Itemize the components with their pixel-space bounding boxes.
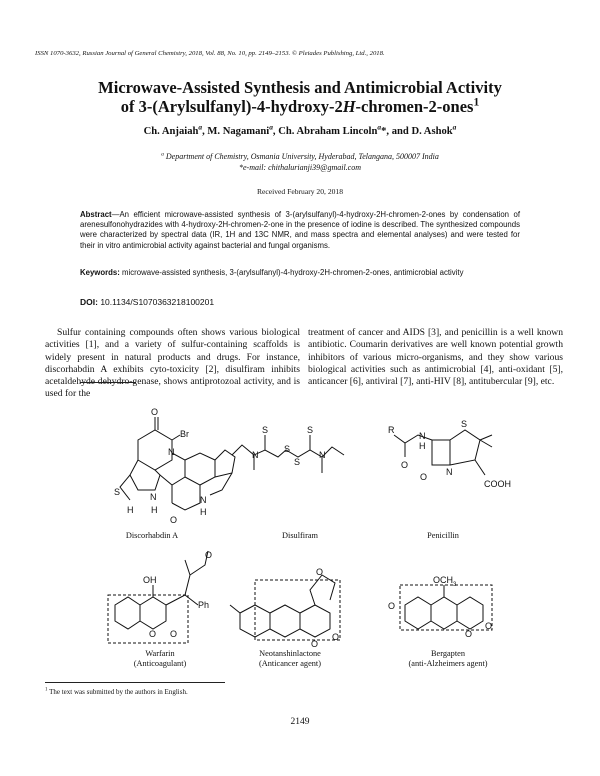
atom-label: H bbox=[127, 505, 134, 515]
atom-label: O bbox=[205, 550, 213, 560]
atom-label: Ph bbox=[198, 600, 210, 610]
body-column-right: treatment of cancer and AIDS [3], and penicillin is a well known antibiotic. Coumarin derivatives are well known potential growth inhibitors of various micro-organisms, and they show various biological activities such as antimicrobial [4], anti-oxidant [5], anticancer [6], antiviral [7], anti-HIV [8], antitubercular [9], etc. bbox=[308, 327, 563, 388]
structure-caption: Neotanshinlactone (Anticancer agent) bbox=[259, 649, 321, 668]
received-date: Received February 20, 2018 bbox=[256, 187, 344, 196]
atom-label: OH bbox=[143, 575, 157, 585]
author: Ch. Abraham Lincoln bbox=[278, 126, 378, 137]
atom-label: S bbox=[461, 419, 468, 429]
atom-label: O bbox=[170, 515, 178, 525]
structure-caption: Disulfiram bbox=[282, 531, 318, 540]
atom-label: OCH bbox=[433, 575, 453, 585]
atom-label: N bbox=[446, 467, 453, 477]
title-line-2: of 3-(Arylsulfanyl)-4-hydroxy-2H-chromen-2-ones$^1$ bbox=[120, 96, 480, 116]
footnote-divider bbox=[45, 682, 225, 683]
atom-label: N bbox=[168, 447, 175, 457]
atom-label: N bbox=[200, 495, 207, 505]
atom-label: R bbox=[388, 425, 395, 435]
disulfiram-structure bbox=[232, 425, 344, 473]
atom-label: O bbox=[149, 629, 157, 639]
discorhabdin-a-structure bbox=[114, 407, 235, 525]
author: D. Ashok bbox=[411, 126, 453, 137]
keywords: Keywords: microwave-assisted synthesis, 3-(arylsulfanyl)-4-hydroxy-2H-chromen-2-ones, antimicrobial activity bbox=[80, 268, 464, 277]
structure-caption: Discorhabdin A bbox=[125, 531, 179, 540]
section-divider bbox=[80, 382, 136, 383]
atom-label: H bbox=[419, 441, 426, 451]
structure-caption: Bergapten (anti-Alzheimers agent) bbox=[408, 649, 488, 668]
atom-label: H bbox=[200, 507, 207, 517]
atom-label: O bbox=[401, 460, 409, 470]
atom-label: COOH bbox=[484, 479, 511, 489]
author-list: Ch. Anjaiah$^a$, M. Nagamani$^a$, Ch. Abraham Lincoln$^a$*, and D. Ashok$^a$ bbox=[143, 122, 457, 137]
atom-label: Br bbox=[180, 429, 189, 439]
penicillin-structure bbox=[388, 419, 511, 489]
atom-label: N bbox=[419, 431, 426, 441]
atom-label: O bbox=[151, 407, 159, 417]
body-column-left: Sulfur containing compounds often shows various biological activities [1], and a variety of sulfur-containing scaffolds is widely present in natural products and drugs. For instance, discorhabdin A exhibits cyto-toxicity [2], disulfiram inhibits acetaldehyde dehydro-genase, shows antiprotozoal activity, and is used for the bbox=[45, 327, 300, 400]
atom-label: O bbox=[316, 567, 324, 577]
abstract: Abstract—An efficient microwave-assisted synthesis of 3-(arylsulfanyl)-4-hydroxy-2H-chromen-2-ones by condensation of arenesulfonohydrazides with 4-hydroxy-2H-chromen-2-one in the presence of iodine is described. The synthesized compounds were characterized by spectral data (IR, 1H and 13C NMR, and mass spectra and elemental analyses) and were tested for their in vitro antimicrobial activity against bacterial and fungal organisms. bbox=[80, 210, 520, 250]
atom-label: S bbox=[262, 425, 269, 435]
author: M. Nagamani bbox=[207, 126, 270, 137]
atom-label: N bbox=[252, 450, 259, 460]
author: Ch. Anjaiah bbox=[143, 126, 199, 137]
atom-label: S bbox=[307, 425, 314, 435]
atom-label: S bbox=[284, 444, 291, 454]
atom-label: O bbox=[420, 472, 428, 482]
atom-label: O bbox=[170, 629, 178, 639]
neotanshinlactone-structure bbox=[230, 567, 340, 649]
atom-label: O bbox=[388, 601, 396, 611]
atom-label: 3 bbox=[453, 582, 457, 588]
bergapten-structure bbox=[388, 575, 492, 639]
atom-label: S bbox=[114, 487, 121, 497]
affiliation: $^a$ Department of Chemistry, Osmania University, Hyderabad, Telangana, 500007 India *e-mail: chithalurianji39@gmail.com bbox=[40, 152, 560, 173]
corresponding-email: *e-mail: chithalurianji39@gmail.com bbox=[238, 162, 361, 172]
journal-header: ISSN 1070-3632, Russian Journal of General Chemistry, 2018, Vol. 88, No. 10, pp. 2149–2153. © Pleiades Publishing, Ltd., 2018. bbox=[35, 50, 385, 57]
structure-caption: Penicillin bbox=[427, 531, 459, 540]
atom-label: N bbox=[319, 450, 326, 460]
structure-caption: Warfarin (Anticoagulant) bbox=[133, 649, 187, 668]
atom-label: O bbox=[332, 632, 340, 642]
atom-label: S bbox=[294, 457, 301, 467]
atom-label: H bbox=[151, 505, 158, 515]
atom-label: N bbox=[150, 492, 157, 502]
title-line-1: Microwave-Assisted Synthesis and Antimicrobial Activity bbox=[98, 78, 502, 97]
article-title bbox=[40, 78, 560, 116]
atom-label: O bbox=[485, 621, 493, 631]
chemical-structures-figure bbox=[60, 395, 550, 685]
atom-label: O bbox=[465, 629, 473, 639]
page-number: 2149 bbox=[290, 717, 310, 727]
warfarin-structure bbox=[108, 550, 212, 643]
footnote: $^1$ The text was submitted by the authors in English. bbox=[45, 687, 188, 696]
atom-label: O bbox=[311, 639, 319, 649]
doi: DOI: 10.1134/S1070363218100201 bbox=[80, 297, 215, 307]
